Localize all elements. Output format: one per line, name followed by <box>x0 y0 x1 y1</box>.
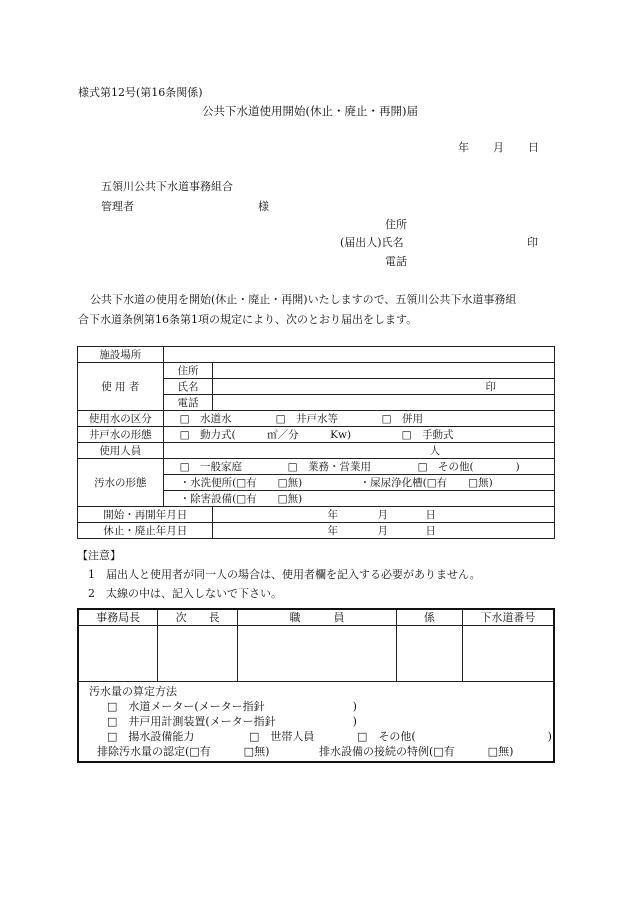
applicant-name-label: (届出人)氏名 <box>340 236 404 249</box>
method-heading: 汚水量の算定方法 <box>89 685 177 698</box>
water-class-options[interactable] <box>163 411 554 427</box>
office-stamp-deputy[interactable] <box>158 626 238 682</box>
office-col-sewer-number: 下水道番号 <box>462 609 554 626</box>
user-seal: 印 <box>485 380 496 393</box>
sewage-form-label: 汚水の形態 <box>78 459 164 507</box>
sewage-opt-household[interactable]: □ 一般家庭 <box>179 460 243 473</box>
sewage-form-row-1[interactable] <box>163 459 554 475</box>
user-phone-value[interactable] <box>213 395 555 411</box>
sewage-opt-septic-tank[interactable]: ・屎尿浄化槽(□有 □無) <box>359 476 493 489</box>
sewage-opt-business[interactable]: □ 業務・営業用 <box>287 460 372 473</box>
well-opt-powered[interactable]: □ 動力式( ㎥／分 Kw) <box>179 428 352 441</box>
note-2: 2 太線の中は、記入しないで下さい。 <box>88 587 282 600</box>
addressee-admin: 管理者 <box>101 200 134 213</box>
office-stamp-clerk[interactable] <box>397 626 463 682</box>
form-title: 公共下水道使用開始(休止・廃止・再開)届 <box>202 104 418 118</box>
water-opt-both[interactable]: □ 併用 <box>381 412 424 425</box>
sewage-opt-pretreatment[interactable]: ・除害設備(□有 □無) <box>179 492 303 505</box>
facility-label: 施設場所 <box>78 347 164 363</box>
office-use-table <box>77 608 555 763</box>
office-sewer-number-value[interactable] <box>462 626 554 682</box>
office-col-deputy: 次 長 <box>158 609 238 626</box>
user-name-value[interactable] <box>213 379 555 395</box>
well-opt-manual[interactable]: □ 手動式 <box>401 428 454 441</box>
method-pump-capacity[interactable]: □ 揚水設備能力 <box>107 730 195 743</box>
office-col-director: 事務局長 <box>78 609 158 626</box>
well-form-label: 井戸水の形態 <box>78 427 164 443</box>
applicant-seal: 印 <box>527 236 538 249</box>
well-form-options[interactable] <box>163 427 554 443</box>
start-date-label: 開始・再開年月日 <box>78 507 213 523</box>
connection-special-case[interactable]: 排水設備の接続の特例(□有 □無) <box>319 745 514 758</box>
sewage-form-row-3[interactable] <box>163 491 554 507</box>
start-year: 年 <box>327 508 338 521</box>
facility-value[interactable] <box>163 347 554 363</box>
office-stamp-staff[interactable] <box>237 626 396 682</box>
water-opt-well[interactable]: □ 井戸水等 <box>275 412 339 425</box>
addressee-org: 五領川公共下水道事務組合 <box>101 180 233 193</box>
method-household-size[interactable]: □ 世帯人員 <box>249 730 315 743</box>
applicant-address-label: 住所 <box>385 218 407 231</box>
persons-unit: 人 <box>429 444 441 457</box>
form-number: 様式第12号(第16条関係) <box>78 86 203 99</box>
sewage-opt-flush-toilet[interactable]: ・水洗便所(□有 □無) <box>179 476 303 489</box>
sewage-form-row-2[interactable] <box>163 475 554 491</box>
body-line-1: 公共下水道の使用を開始(休止・廃止・再開)いたしますので、五領川公共下水道事務組 <box>90 293 517 306</box>
date-month: 月 <box>493 141 504 154</box>
start-date-value[interactable] <box>213 507 555 523</box>
applicant-phone-label: 電話 <box>385 255 407 268</box>
note-1: 1 届出人と使用者が同一人の場合は、使用者欄を記入する必要がありません。 <box>88 568 481 581</box>
start-day: 日 <box>425 508 436 521</box>
application-table <box>77 346 555 539</box>
user-address-value[interactable] <box>213 363 555 379</box>
method-other[interactable]: □ その他( ) <box>357 730 552 743</box>
method-well-meter[interactable]: □ 井戸用計測装置(メーター指針 ) <box>107 715 357 728</box>
addressee-sama: 様 <box>258 200 269 213</box>
stop-date-label: 休止・廃止年月日 <box>78 523 213 539</box>
stop-year: 年 <box>327 524 338 537</box>
user-name-label: 氏名 <box>163 379 213 395</box>
date-year: 年 <box>458 141 469 154</box>
water-class-label: 使用水の区分 <box>78 411 164 427</box>
method-water-meter[interactable]: □ 水道メーター(メーター指針 ) <box>107 700 357 713</box>
date-day: 日 <box>528 141 539 154</box>
water-opt-tap[interactable]: □ 水道水 <box>179 412 232 425</box>
user-address-label: 住所 <box>163 363 213 379</box>
persons-label: 使用人員 <box>78 443 164 459</box>
office-stamp-director[interactable] <box>78 626 158 682</box>
stop-month: 月 <box>377 524 388 537</box>
body-line-2: 合下水道条例第16条第1項の規定により、次のとおり届出をします。 <box>78 313 418 326</box>
office-col-staff: 職 員 <box>237 609 396 626</box>
stop-day: 日 <box>425 524 436 537</box>
office-col-clerk: 係 <box>397 609 463 626</box>
notes-heading: 【注意】 <box>77 549 121 562</box>
user-label: 使 用 者 <box>78 363 164 411</box>
user-phone-label: 電話 <box>163 395 213 411</box>
stop-date-value[interactable] <box>213 523 555 539</box>
start-month: 月 <box>377 508 388 521</box>
volume-approval[interactable]: 排除汚水量の認定(□有 □無) <box>97 745 270 758</box>
sewage-volume-method <box>78 682 554 763</box>
persons-value[interactable] <box>163 443 554 459</box>
sewage-opt-other[interactable]: □ その他( ) <box>417 460 520 473</box>
